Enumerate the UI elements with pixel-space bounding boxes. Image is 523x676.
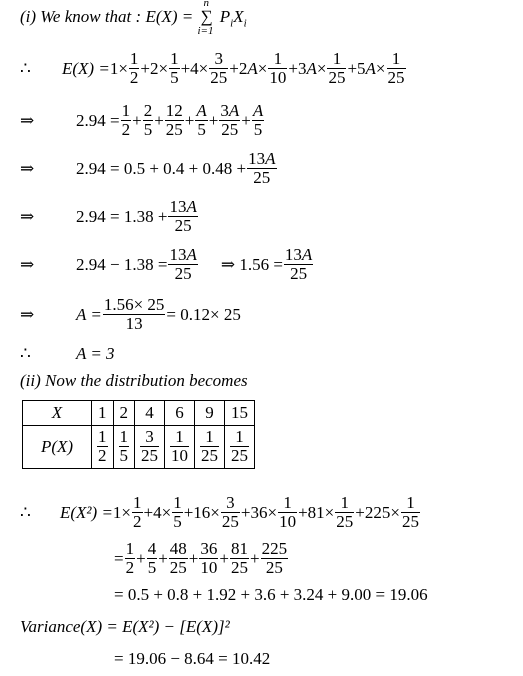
- step-7: [20, 344, 115, 364]
- x-cell: 15: [225, 401, 255, 426]
- ex2-line: ∴ E(X²) = 1× $\frac{1}{2}$ +4× $\frac{1}{5}$ +16× $\frac{3}{25}$ +36× $\frac{1}{10}$ +81× $\frac{1}{25}$ +225× $\frac{1}{25}$: [20, 493, 419, 531]
- step-2-lhs: 2.94 =: [76, 110, 120, 130]
- part-ii-label: (ii): [20, 371, 41, 390]
- px-header: P(X): [23, 426, 92, 469]
- step-6-num: 1.56× 25: [103, 295, 165, 314]
- table-row: [23, 401, 255, 426]
- step-4-text: 2.94 = 1.38 +: [76, 206, 168, 226]
- variance-result: = 19.06 − 8.64 = 10.42: [114, 649, 271, 668]
- result-a: A = 3: [76, 344, 115, 363]
- step-6-rhs: = 0.12× 25: [166, 304, 241, 324]
- p-cell: $\frac{1}{25}$: [195, 426, 225, 469]
- x-cell: 4: [135, 401, 165, 426]
- step-3: ⇒ 2.94 = 0.5 + 0.4 + 0.48 + $\frac{13A}{25}$: [20, 149, 276, 187]
- part-ii-heading: [20, 372, 248, 389]
- therefore-symbol: ∴: [20, 344, 31, 363]
- p-cell: $\frac{1}{10}$: [165, 426, 195, 469]
- step-2: ⇒ 2.94 = $\frac{1}{2}$ + $\frac{2}{5}$ + $\frac{12}{25}$ + $\frac{A}{5}$ + $\frac{3A}{25}$ + $\frac{A}{5}$: [20, 101, 264, 139]
- implies-symbol: ⇒: [20, 206, 35, 226]
- x-header: X: [23, 401, 92, 426]
- expectation-line: ∴ E(X) = 1× $\frac{1}{2}$ +2× $\frac{1}{5}$ +4× $\frac{3}{25}$ +2A× $\frac{1}{10}$ +3A× $\frac{1}{25}$ +5A× $\frac{1}{25}$: [20, 49, 405, 87]
- part-i-intro: We know that :: [40, 7, 142, 26]
- ex2-lhs: E(X²) =: [60, 502, 113, 522]
- step-5-text: 2.94 − 1.38 =: [76, 254, 168, 274]
- p-cell: $\frac{1}{5}$: [113, 426, 135, 469]
- part-i-heading: (i) We know that : E(X) = ∑ n i=1 $P_iX_i$: [20, 0, 247, 37]
- step-6: [20, 296, 241, 334]
- x-cell: 6: [165, 401, 195, 426]
- implies-symbol: ⇒: [20, 304, 35, 324]
- p-cell: $\frac{1}{2}$: [92, 426, 114, 469]
- implies-symbol: ⇒: [20, 254, 35, 274]
- variance-formula: Variance(X) = E(X²) − [E(X)]²: [20, 617, 230, 636]
- step-6-den: 13: [103, 314, 166, 334]
- part-i-label: (i): [20, 7, 37, 26]
- therefore-symbol: ∴: [20, 58, 31, 78]
- table-row: [23, 426, 255, 469]
- x-cell: 1: [92, 401, 114, 426]
- sum-lower: i=1: [197, 25, 214, 37]
- distribution-table: [22, 400, 255, 469]
- step-3-text: 2.94 = 0.5 + 0.4 + 0.48 +: [76, 158, 247, 178]
- ex2-fraction-sum: = $\frac{1}{2}$ + $\frac{4}{5}$ + $\frac{48}{25}$ + $\frac{36}{10}$ + $\frac{81}{25}$ + $\frac{225}{25}$: [114, 539, 288, 577]
- x-cell: 9: [195, 401, 225, 426]
- part-ii-intro: Now the distribution becomes: [45, 371, 248, 390]
- p-cell: $\frac{3}{25}$: [135, 426, 165, 469]
- implies-symbol: ⇒: [20, 158, 35, 178]
- ex2-decimal-sum: = 0.5 + 0.8 + 1.92 + 3.6 + 3.24 + 9.00 = 19.06: [114, 585, 428, 604]
- step-6-lhs: A =: [76, 304, 102, 324]
- x-cell: 2: [113, 401, 135, 426]
- therefore-symbol: ∴: [20, 502, 31, 522]
- sigma-symbol: ∑ n i=1: [197, 0, 214, 37]
- p-cell: $\frac{1}{25}$: [225, 426, 255, 469]
- sum-upper: n: [203, 0, 209, 9]
- ex-lhs: E(X) =: [62, 58, 110, 78]
- step-5b-text: ⇒ 1.56 =: [220, 254, 283, 274]
- implies-symbol: ⇒: [20, 110, 35, 130]
- step-4: ⇒ 2.94 = 1.38 + $\frac{13A}{25}$: [20, 197, 197, 235]
- step-5: ⇒ 2.94 − 1.38 = $\frac{13A}{25}$ ⇒ 1.56 = $\frac{13A}{25}$: [20, 245, 313, 283]
